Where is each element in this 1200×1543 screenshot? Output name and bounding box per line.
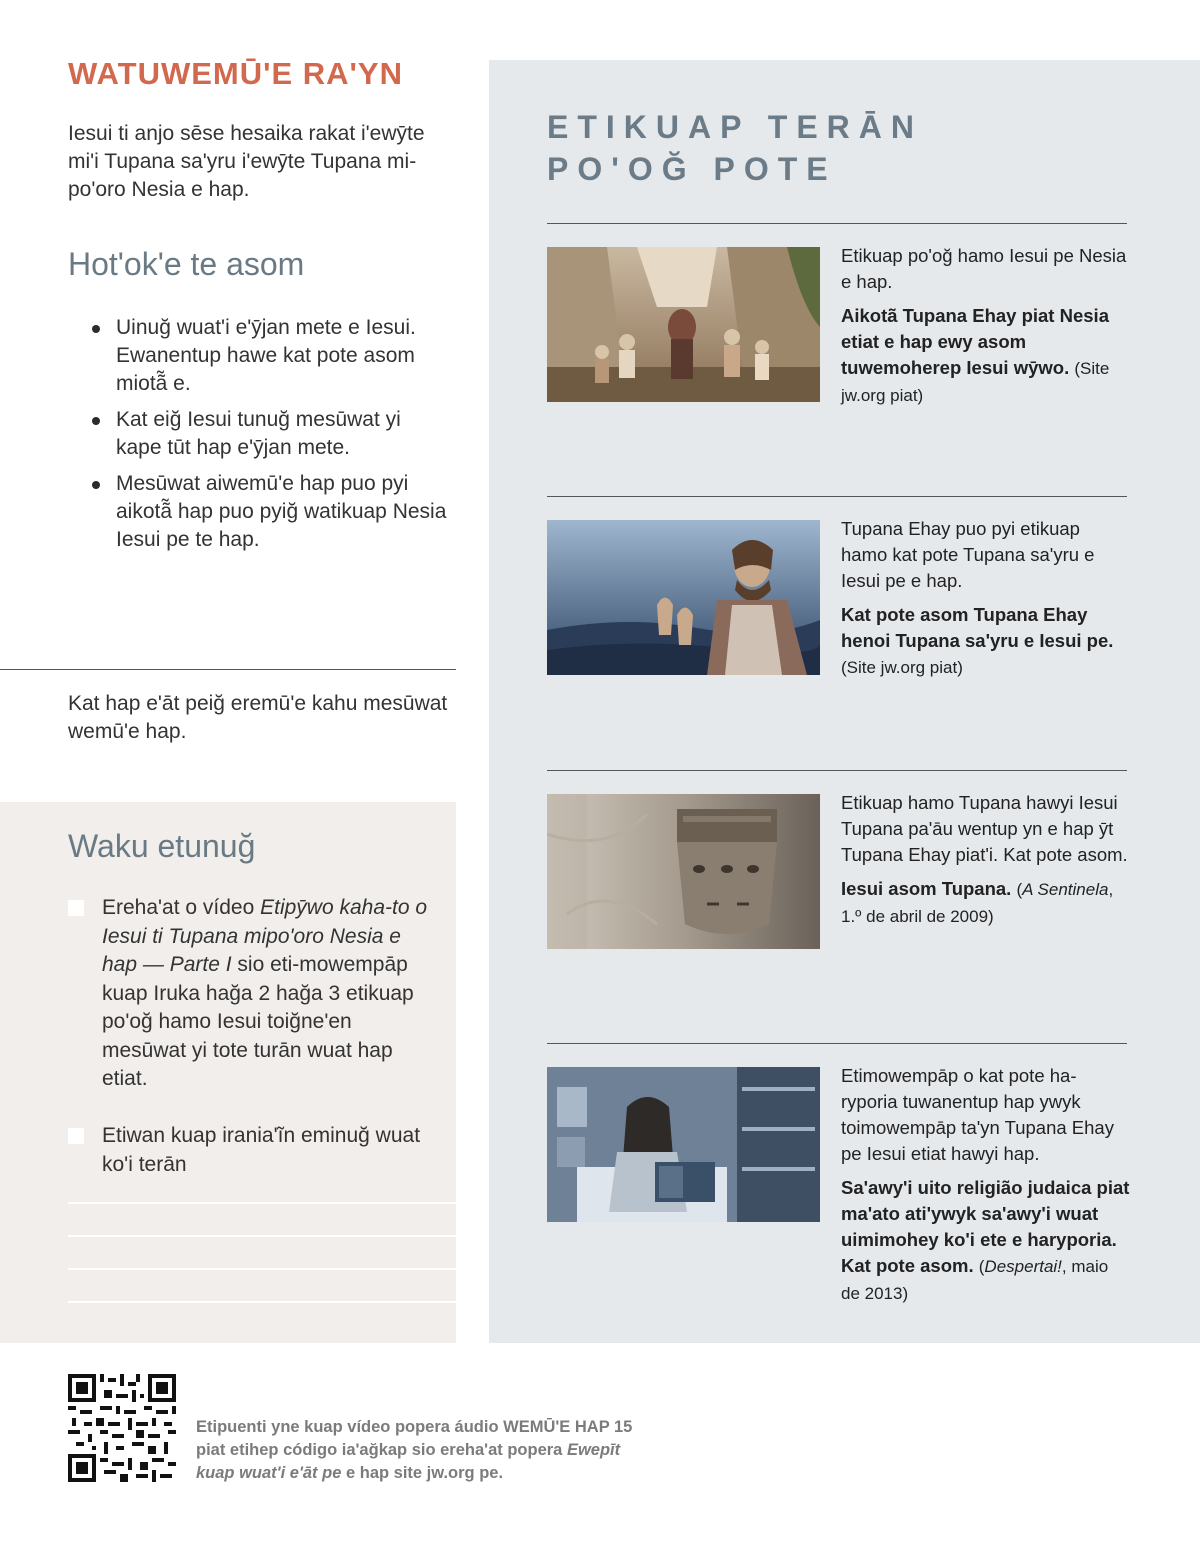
summary-item: Kat eiğ Iesui tunuğ mesūwat yi kape tūt hap e'ȳjan mete.	[92, 406, 452, 462]
qr-code-icon[interactable]	[68, 1374, 176, 1482]
card-divider	[547, 496, 1127, 497]
write-lines[interactable]	[68, 1202, 456, 1334]
footer-note: Etipuenti yne kuap vídeo popera áudio WEMŪ'E HAP 15 piat etihep código ia'ağkap sio ereha'at popera Ewepīt kuap wuat'i e'āt pe e hap site jw.org pe.	[196, 1418, 633, 1482]
triumphal-entry-illustration-icon[interactable]	[547, 247, 820, 402]
checkbox-icon[interactable]	[68, 1128, 84, 1144]
write-line[interactable]	[68, 1268, 456, 1301]
reflection-question: Kat hap e'āt peiğ eremū'e kahu mesūwat wemū'e hap.	[68, 692, 448, 743]
explore-title: ETIKUAP TERĀN PO'OĞ POTE	[547, 109, 923, 187]
summary-item: Mesūwat aiwemū'e hap puo pyi aikotã̃ hap puo pyiğ watikuap Nesia Iesui pe te hap.	[92, 470, 452, 554]
explore-card: Etikuap po'oğ hamo Iesui pe Nesia e hap. Aikotã̃ Tupana Ehay piat Nesia etiat e hap ewy asom tuwemoherep Iesui wȳwo. (Site jw.org piat)	[841, 245, 1127, 405]
woman-reading-photo-icon[interactable]	[547, 1067, 820, 1222]
card-divider	[547, 770, 1127, 771]
jesus-praying-illustration-icon[interactable]	[547, 520, 820, 675]
bullet-icon	[92, 481, 100, 489]
section-divider	[0, 669, 456, 670]
write-line[interactable]	[68, 1235, 456, 1268]
goal-checkbox-item[interactable]: Ereha'at o vídeo Etipȳwo kaha-to o Iesui ti Tupana mipo'oro Nesia e hap — Parte I sio eti-mowempāp kuap Iruka hağa 2 hağa 3 etikuap po'oğ hamo Iesui toiğne'en mesūwat yi tote turān wuat hap etiat.	[68, 894, 428, 1094]
write-line[interactable]	[68, 1202, 456, 1235]
trinity-statue-photo-icon[interactable]	[547, 794, 820, 949]
explore-card: Etikuap hamo Tupana hawyi Iesui Tupana pa'āu wentup yn e hap ȳt Tupana Ehay piat'i. Kat pote asom. Iesui asom Tupana. (A Sentinela, 1.º de abril de 2009)	[841, 792, 1128, 926]
review-intro: Iesui ti anjo sēse hesaika rakat i'ewȳte mi'i Tupana sa'yru i'ewȳte Tupana mi-po'oro Nesia e hap.	[68, 122, 425, 201]
review-title: WATUWEMŪ'E RA'YN	[68, 56, 403, 91]
summary-list	[92, 314, 452, 562]
card-divider	[547, 1043, 1127, 1044]
card-divider	[547, 223, 1127, 224]
goal-title: Waku etunuğ	[68, 828, 256, 864]
bullet-icon	[92, 325, 100, 333]
summary-item: Uinuğ wuat'i e'ȳjan mete e Iesui. Ewanentup hawe kat pote asom miotã̃ e.	[92, 314, 452, 398]
checkbox-icon[interactable]	[68, 900, 84, 916]
goal-checkbox-item[interactable]: Etiwan kuap irania'ĩn eminuğ wuat ko'i terān	[68, 1122, 428, 1179]
bullet-icon	[92, 417, 100, 425]
explore-card: Tupana Ehay puo pyi etikuap hamo kat pote Tupana sa'yru e Iesui pe e hap. Kat pote asom Tupana Ehay henoi Tupana sa'yru e Iesui pe. (Site jw.org piat)	[841, 518, 1114, 677]
explore-card: Etimowempāp o kat pote ha-ryporia tuwanentup hap ywyk toimowempāp ta'yn Tupana Ehay pe Iesui etiat hawyi hap. Sa'awy'i uito religião judaica piat ma'ato ati'ywyk sa'awy'i wuat uimimohey ko'i ete e haryporia. Kat pote asom. (Despertai!, maio de 2013)	[841, 1065, 1130, 1303]
summary-title: Hot'ok'e te asom	[68, 246, 305, 282]
write-line[interactable]	[68, 1301, 456, 1334]
